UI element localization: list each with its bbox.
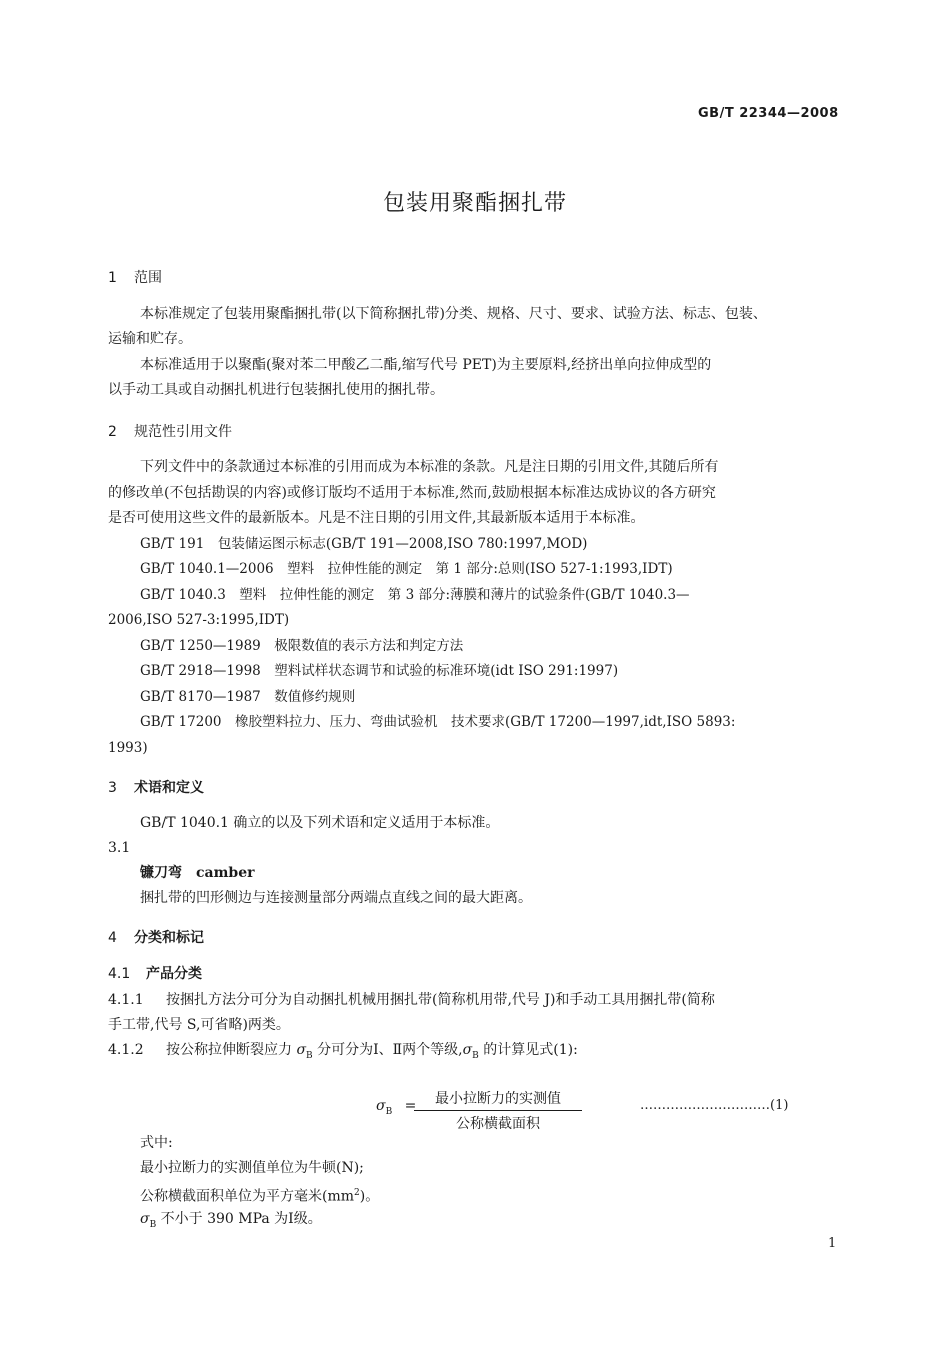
formula-number: …………………………(1) xyxy=(640,1098,789,1113)
reference-item: 1993) xyxy=(108,740,148,756)
reference-item: 2006,ISO 527-3:1995,IDT) xyxy=(108,612,290,628)
sigma-subscript: B xyxy=(472,1050,479,1061)
subclause-number: 3.1 xyxy=(108,840,131,856)
sigma-symbol: σ xyxy=(296,1042,307,1058)
paragraph-line: 的修改单(不包括勘误的内容)或修订版均不适用于本标准,然而,鼓励根据本标准达成协议的各方研究 xyxy=(108,485,716,501)
formula-lhs xyxy=(376,1098,416,1117)
section-number: 4 xyxy=(108,930,117,946)
paragraph-line: 手工带,代号 S,可省略)两类。 xyxy=(108,1017,290,1033)
sigma-symbol: σ xyxy=(140,1211,150,1227)
where-item: 最小拉断力的实测值单位为牛顿(N); xyxy=(140,1160,364,1176)
where-label: 式中: xyxy=(140,1135,173,1151)
section-number: 2 xyxy=(108,424,117,440)
term-heading: 镰刀弯 camber xyxy=(140,865,255,881)
reference-item: GB/T 191 包装储运图示标志(GB/T 191—2008,ISO 780:1997,MOD) xyxy=(140,536,588,552)
superscript: 2 xyxy=(354,1188,360,1198)
where-text: 公称横截面积单位为平方毫米(mm xyxy=(140,1188,355,1205)
section-number: 3 xyxy=(108,780,117,796)
paragraph-line: GB/T 1040.1 确立的以及下列术语和定义适用于本标准。 xyxy=(140,815,500,831)
reference-item: GB/T 2918—1998 塑料试样状态调节和试验的标准环境(idt ISO 291:1997) xyxy=(140,663,619,679)
standard-code: GB/T 22344—2008 xyxy=(698,106,839,121)
section-title: 术语和定义 xyxy=(134,780,204,796)
section-title: 分类和标记 xyxy=(134,930,204,946)
sigma-subscript: B xyxy=(306,1050,313,1061)
sigma-subscript: B xyxy=(385,1106,393,1117)
where-item xyxy=(140,1181,379,1210)
subsection-title: 产品分类 xyxy=(146,966,202,982)
section-4-heading xyxy=(108,927,204,947)
where-text: 不小于 390 MPa 为Ⅰ级。 xyxy=(160,1211,322,1227)
clause-text: 按公称拉伸断裂应力 xyxy=(166,1042,292,1058)
formula-fraction xyxy=(414,1088,582,1133)
clause-text: 按捆扎方法分可分为自动捆扎机械用捆扎带(简称机用带,代号 J)和手动工具用捆扎带(简称 xyxy=(166,992,715,1008)
paragraph-line: 以手动工具或自动捆扎机进行包装捆扎使用的捆扎带。 xyxy=(108,382,444,398)
section-title: 规范性引用文件 xyxy=(134,424,232,440)
section-number: 1 xyxy=(108,270,117,286)
formula-denominator: 公称横截面积 xyxy=(456,1116,540,1132)
reference-item: GB/T 1040.3 塑料 拉伸性能的测定 第 3 部分:薄膜和薄片的试验条件(GB/T 1040.3— xyxy=(140,587,690,603)
subsection-4-1-heading xyxy=(108,963,202,983)
equals-sign: = xyxy=(404,1098,417,1114)
section-2-heading xyxy=(108,421,232,441)
where-item xyxy=(140,1207,322,1238)
paragraph-line: 本标准规定了包装用聚酯捆扎带(以下简称捆扎带)分类、规格、尺寸、要求、试验方法、标志、包装、 xyxy=(140,306,767,322)
section-3-heading xyxy=(108,777,204,797)
paragraph-line: 是否可使用这些文件的最新版本。凡是不注日期的引用文件,其最新版本适用于本标准。 xyxy=(108,510,645,526)
reference-item: GB/T 8170—1987 数值修约规则 xyxy=(140,689,356,705)
paragraph-line: 本标准适用于以聚酯(聚对苯二甲酸乙二酯,缩写代号 PET)为主要原料,经挤出单向拉伸成型的 xyxy=(140,357,712,373)
term-definition: 捆扎带的凹形侧边与连接测量部分两端点直线之间的最大距离。 xyxy=(140,890,532,906)
reference-item: GB/T 1040.1—2006 塑料 拉伸性能的测定 第 1 部分:总则(ISO 527-1:1993,IDT) xyxy=(140,561,673,577)
formula-numerator: 最小拉断力的实测值 xyxy=(414,1088,582,1111)
sigma-subscript: B xyxy=(149,1219,157,1230)
clause-text: 的计算见式(1): xyxy=(483,1042,578,1058)
clause-number: 4.1.2 xyxy=(108,1042,144,1058)
reference-item: GB/T 17200 橡胶塑料拉力、压力、弯曲试验机 技术要求(GB/T 17200—1997,idt,ISO 5893: xyxy=(140,714,736,730)
sigma-symbol: σ xyxy=(376,1098,386,1114)
section-1-heading xyxy=(108,267,162,287)
subsection-number: 4.1 xyxy=(108,966,131,982)
clause-text: 分可分为Ⅰ、Ⅱ两个等级, xyxy=(317,1042,463,1058)
page-number: 1 xyxy=(828,1236,837,1251)
clause-number: 4.1.1 xyxy=(108,992,144,1008)
clause-4-1-1-line1 xyxy=(108,988,715,1013)
clause-4-1-2-line xyxy=(108,1038,578,1069)
paragraph-line: 运输和贮存。 xyxy=(108,331,192,347)
paragraph-line: 下列文件中的条款通过本标准的引用而成为本标准的条款。凡是注日期的引用文件,其随后所有 xyxy=(140,459,719,475)
sigma-symbol: σ xyxy=(462,1042,473,1058)
page-title: 包装用聚酯捆扎带 xyxy=(382,191,567,216)
section-title: 范围 xyxy=(134,270,162,286)
reference-item: GB/T 1250—1989 极限数值的表示方法和判定方法 xyxy=(140,638,464,654)
where-text: )。 xyxy=(359,1188,380,1205)
